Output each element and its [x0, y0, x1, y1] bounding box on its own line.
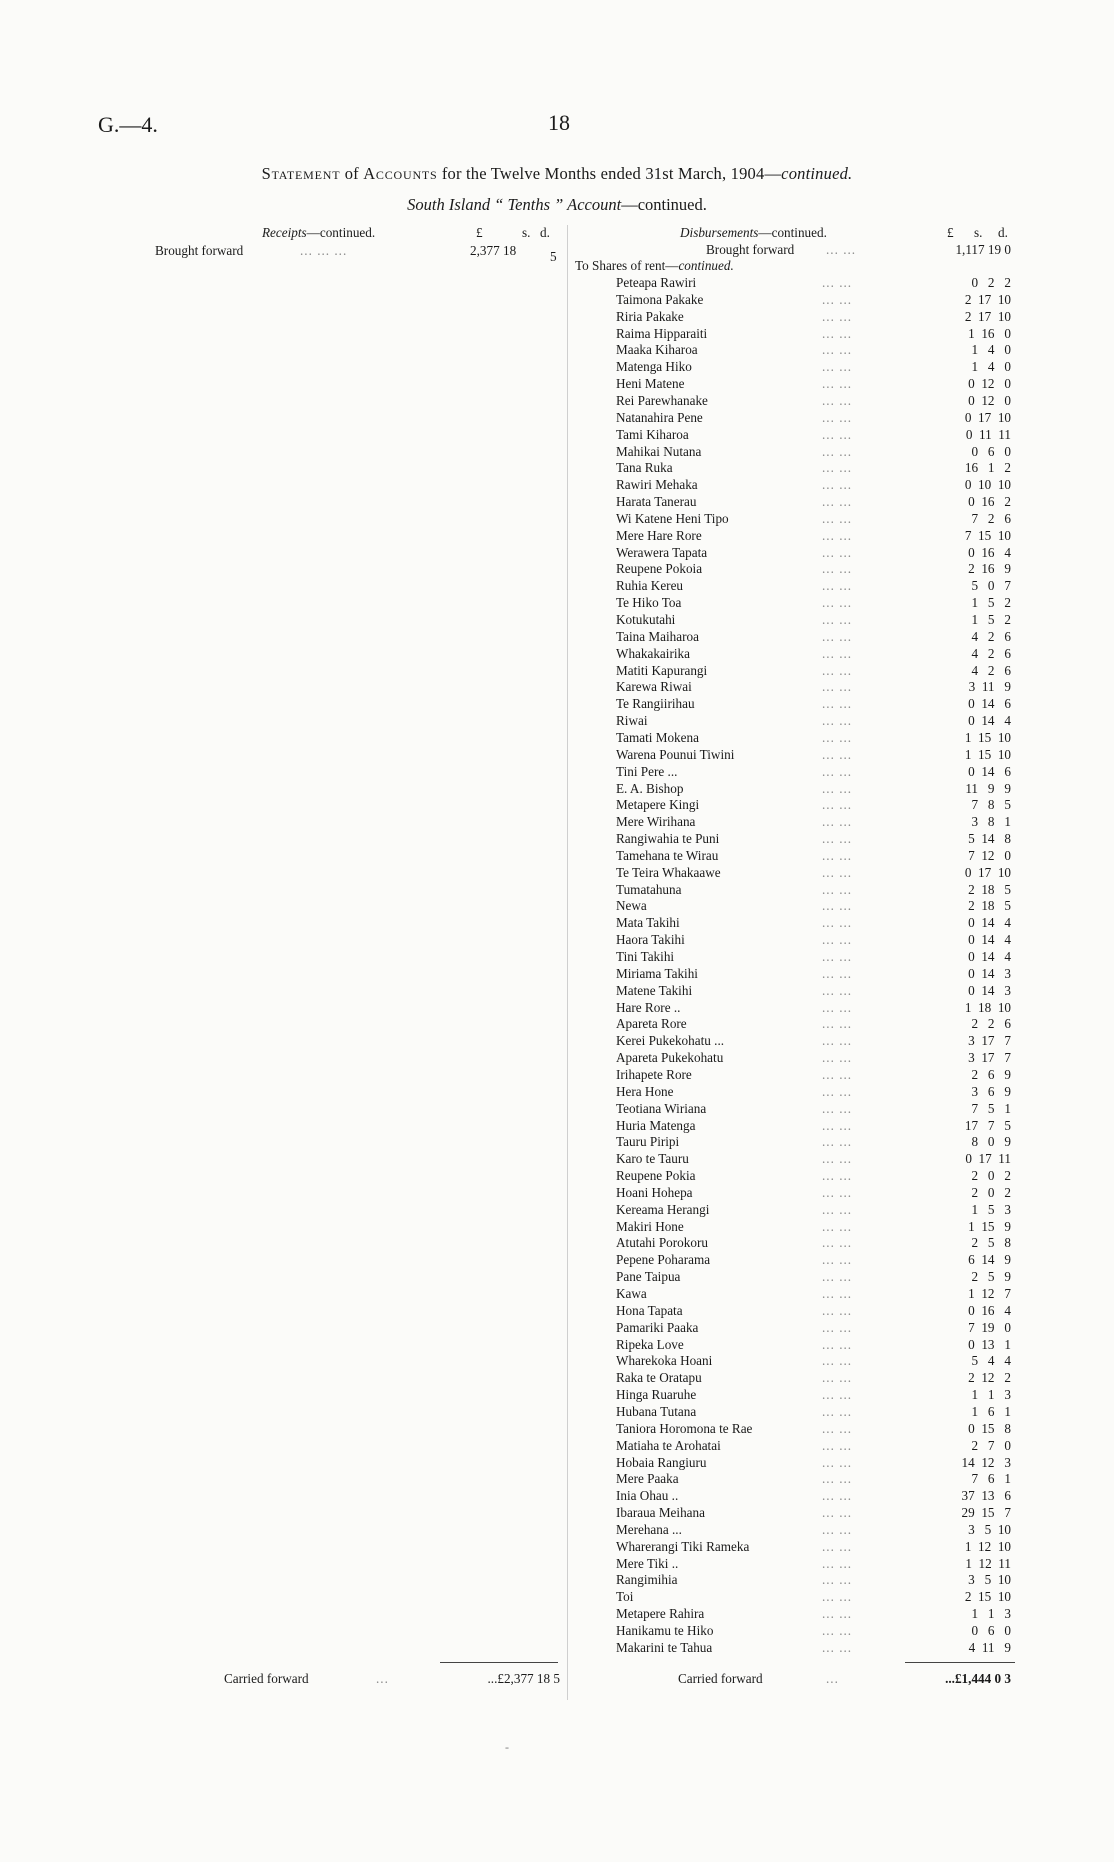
entry-amount: 7 12 0 [968, 848, 1011, 863]
title-word-accounts: Accounts [363, 164, 438, 183]
entry-name: Tana Ruka [616, 460, 673, 475]
entry-leader-dots: ... ... [822, 1421, 853, 1436]
entry-name: Riria Pakake [616, 309, 684, 324]
entry-amount: 7 6 1 [971, 1471, 1011, 1486]
entry-leader-dots: ... ... [822, 1353, 853, 1368]
entry-leader-dots: ... ... [822, 679, 853, 694]
receipts-brought-forward-label: Brought forward [155, 243, 244, 258]
entry-name: Taniora Horomona te Rae [616, 1421, 753, 1436]
entry-leader-dots: ... ... [822, 1606, 853, 1621]
entry-amount: 2 18 5 [968, 898, 1011, 913]
entry-name: Heni Matene [616, 376, 685, 391]
title-continued: continued. [781, 164, 853, 183]
entry-name: Pane Taipua [616, 1269, 681, 1284]
entry-amount: 1 12 11 [965, 1556, 1011, 1571]
entry-amount: 2 17 10 [964, 309, 1011, 324]
entry-amount: 2 7 0 [971, 1438, 1011, 1453]
entry-amount: 0 14 4 [968, 949, 1011, 964]
entry-leader-dots: ... ... [822, 882, 853, 897]
entry-leader-dots: ... ... [822, 898, 853, 913]
entry-amount: 1 16 0 [968, 326, 1011, 341]
entry-name: Hona Tapata [616, 1303, 683, 1318]
entry-amount: 3 6 9 [971, 1084, 1011, 1099]
entry-name: Inia Ohau .. [616, 1488, 679, 1503]
entry-amount: 1 12 7 [968, 1286, 1011, 1301]
entry-amount: 1 5 3 [971, 1202, 1011, 1217]
entry-name: Mere Paaka [616, 1471, 679, 1486]
entry-name: Hubana Tutana [616, 1404, 697, 1419]
entry-amount: 0 10 10 [964, 477, 1011, 492]
entry-amount: 1 5 2 [971, 612, 1011, 627]
entry-amount: 3 8 1 [971, 814, 1011, 829]
entry-name: Raka te Oratapu [616, 1370, 702, 1385]
entry-leader-dots: ... ... [822, 1050, 853, 1065]
entry-name: Kereama Herangi [616, 1202, 710, 1217]
entry-amount: 0 14 4 [968, 932, 1011, 947]
entry-name: Kerei Pukekohatu ... [616, 1033, 725, 1048]
entry-name: Pamariki Paaka [616, 1320, 699, 1335]
entry-amount: 0 2 2 [971, 275, 1011, 290]
title-rest: for the Twelve Months ended 31st March, 1904— [441, 164, 782, 183]
entry-leader-dots: ... ... [822, 915, 853, 930]
entry-leader-dots: ... ... [822, 545, 853, 560]
entry-leader-dots: ... ... [822, 309, 853, 324]
entry-amount: 4 2 6 [971, 629, 1011, 644]
entry-leader-dots: ... ... [822, 814, 853, 829]
entry-leader-dots: ... ... [822, 1303, 853, 1318]
entry-leader-dots: ... ... [822, 1438, 853, 1453]
entry-name: Whakakairika [616, 646, 690, 661]
entry-leader-dots: ... ... [822, 1033, 853, 1048]
decorative-tick-mark: - [505, 1740, 509, 1754]
entry-amount: 3 5 10 [968, 1572, 1011, 1587]
entry-leader-dots: ... ... [822, 1404, 853, 1419]
entry-leader-dots: ... ... [822, 1640, 853, 1655]
entry-amount: 6 14 9 [968, 1252, 1011, 1267]
entry-name: Tamehana te Wirau [616, 848, 719, 863]
disbursements-brought-forward-label: Brought forward [706, 242, 795, 257]
entry-amount: 1 15 10 [964, 747, 1011, 762]
entry-name: Makiri Hone [616, 1219, 684, 1234]
entry-leader-dots: ... ... [822, 865, 853, 880]
entry-leader-dots: ... ... [822, 983, 853, 998]
entry-name: Apareta Rore [616, 1016, 687, 1031]
entry-name: Peteapa Rawiri [616, 275, 697, 290]
entry-name: Kotukutahi [616, 612, 676, 627]
entry-amount: 0 15 8 [968, 1421, 1011, 1436]
entry-amount: 0 14 4 [968, 915, 1011, 930]
receipts-col-shillings: s. [522, 225, 531, 240]
entry-amount: 2 12 2 [968, 1370, 1011, 1385]
receipts-carried-forward-label: Carried forward [224, 1671, 309, 1686]
entry-name: Matene Takihi [616, 983, 693, 998]
entry-amount: 7 8 5 [971, 797, 1011, 812]
entry-leader-dots: ... ... [822, 1000, 853, 1015]
to-shares-continued: continued. [678, 258, 734, 273]
entry-name: Tumatahuna [616, 882, 682, 897]
entry-amount: 1 1 3 [971, 1606, 1011, 1621]
entry-leader-dots: ... ... [822, 797, 853, 812]
disbursements-brought-forward-leader: ... ... [826, 242, 857, 257]
entry-leader-dots: ... ... [822, 663, 853, 678]
entry-name: Reupene Pokia [616, 1168, 696, 1183]
entry-amount: 0 17 10 [964, 865, 1011, 880]
statement-title [0, 164, 1114, 184]
entry-name: Newa [616, 898, 647, 913]
entry-name: Rangimihia [616, 1572, 678, 1587]
entry-leader-dots: ... ... [822, 1337, 853, 1352]
entry-name: Maaka Kiharoa [616, 342, 698, 357]
receipts-col-pound: £ [476, 225, 483, 240]
disbursements-col-pound: £ [947, 225, 954, 240]
entry-leader-dots: ... ... [822, 1455, 853, 1470]
entry-leader-dots: ... ... [822, 1168, 853, 1183]
entry-leader-dots: ... ... [822, 612, 853, 627]
entry-amount: 3 17 7 [968, 1050, 1011, 1065]
entry-name: Reupene Pokoia [616, 561, 703, 576]
entry-amount: 1 4 0 [971, 342, 1011, 357]
entry-amount: 2 15 10 [964, 1589, 1011, 1604]
entry-name: Taina Maiharoa [616, 629, 699, 644]
entry-leader-dots: ... ... [822, 966, 853, 981]
entry-amount: 7 2 6 [971, 511, 1011, 526]
entry-name: Tini Pere ... [616, 764, 678, 779]
disbursements-col-pence: d. [998, 225, 1008, 240]
entry-leader-dots: ... ... [822, 1539, 853, 1554]
entry-amount: 0 6 0 [971, 444, 1011, 459]
entry-name: Metapere Rahira [616, 1606, 705, 1621]
entry-leader-dots: ... ... [822, 1235, 853, 1250]
entry-leader-dots: ... ... [822, 528, 853, 543]
entry-amount: 2 2 6 [971, 1016, 1011, 1031]
disbursements-heading-rest: —continued. [758, 225, 827, 240]
entry-amount: 0 16 2 [968, 494, 1011, 509]
page-number: 18 [548, 110, 570, 135]
entry-amount: 5 14 8 [968, 831, 1011, 846]
receipts-total-rule [440, 1662, 558, 1663]
entry-amount: 7 15 10 [964, 528, 1011, 543]
entry-leader-dots: ... ... [822, 561, 853, 576]
entry-name: Ruhia Kereu [616, 578, 684, 593]
entry-amount: 0 14 4 [968, 713, 1011, 728]
disbursements-heading [680, 225, 827, 241]
entry-name: Merehana ... [616, 1522, 682, 1537]
entry-amount: 2 17 10 [964, 292, 1011, 307]
entry-amount: 0 13 1 [968, 1337, 1011, 1352]
entry-leader-dots: ... ... [822, 1505, 853, 1520]
entry-amount: 0 11 11 [965, 427, 1011, 442]
entry-leader-dots: ... ... [822, 1522, 853, 1537]
entry-amount: 17 7 5 [964, 1118, 1011, 1133]
entry-name: Hobaia Rangiuru [616, 1455, 707, 1470]
entry-name: Mere Tiki .. [616, 1556, 679, 1571]
title-of: of [344, 164, 359, 183]
entry-name: Rangiwahia te Puni [616, 831, 720, 846]
entry-amount: 5 0 7 [971, 578, 1011, 593]
entry-amount: 2 6 9 [971, 1067, 1011, 1082]
entry-amount: 8 0 9 [971, 1134, 1011, 1149]
entry-amount: 7 19 0 [968, 1320, 1011, 1335]
entry-leader-dots: ... ... [822, 275, 853, 290]
entry-name: Kawa [616, 1286, 647, 1301]
entry-leader-dots: ... ... [822, 1488, 853, 1503]
receipts-heading-label: Receipts [262, 225, 307, 240]
entry-name: Rawiri Mehaka [616, 477, 698, 492]
entry-name: Ripeka Love [616, 1337, 684, 1352]
entry-name: Matiti Kapurangi [616, 663, 708, 678]
entry-name: Hanikamu te Hiko [616, 1623, 714, 1638]
entry-leader-dots: ... ... [822, 1252, 853, 1267]
entry-name: Huria Matenga [616, 1118, 696, 1133]
entry-amount: 4 2 6 [971, 663, 1011, 678]
entry-amount: 1 12 10 [964, 1539, 1011, 1554]
entry-name: Te Hiko Toa [616, 595, 682, 610]
entry-leader-dots: ... ... [822, 1067, 853, 1082]
receipts-carried-forward-amount: ...£2,377 18 5 [487, 1671, 560, 1686]
entry-name: Haora Takihi [616, 932, 685, 947]
entry-amount: 1 15 9 [968, 1219, 1011, 1234]
entry-amount: 5 4 4 [971, 1353, 1011, 1368]
entry-name: Pepene Poharama [616, 1252, 711, 1267]
entry-name: Natanahira Pene [616, 410, 703, 425]
entry-amount: 4 11 9 [968, 1640, 1011, 1655]
entry-leader-dots: ... ... [822, 511, 853, 526]
disbursements-heading-label: Disbursements [680, 225, 759, 240]
entry-leader-dots: ... ... [822, 460, 853, 475]
entry-leader-dots: ... ... [822, 1219, 853, 1234]
entry-leader-dots: ... ... [822, 1269, 853, 1284]
entry-name: Tauru Piripi [616, 1134, 680, 1149]
entry-amount: 4 2 6 [971, 646, 1011, 661]
entry-name: Makarini te Tahua [616, 1640, 713, 1655]
disbursements-brought-forward-amount: 1,117 19 0 [955, 242, 1011, 257]
disbursements-col-shillings: s. [974, 225, 983, 240]
receipts-heading [262, 225, 375, 241]
entry-name: Mere Wirihana [616, 814, 696, 829]
document-reference: G.—4. [98, 112, 158, 137]
entry-leader-dots: ... ... [822, 831, 853, 846]
entry-amount: 0 12 0 [968, 393, 1011, 408]
entry-amount: 0 14 3 [968, 983, 1011, 998]
entry-leader-dots: ... ... [822, 292, 853, 307]
entry-amount: 7 5 1 [971, 1101, 1011, 1116]
entry-leader-dots: ... ... [822, 1370, 853, 1385]
entry-leader-dots: ... ... [822, 359, 853, 374]
entry-amount: 0 16 4 [968, 1303, 1011, 1318]
entry-amount: 16 1 2 [964, 460, 1011, 475]
entry-leader-dots: ... ... [822, 1202, 853, 1217]
entry-amount: 0 17 10 [964, 410, 1011, 425]
receipts-brought-forward-pence: 5 [550, 249, 557, 264]
entry-amount: 14 12 3 [961, 1455, 1011, 1470]
entry-amount: 2 0 2 [971, 1185, 1011, 1200]
entry-name: Mata Takihi [616, 915, 680, 930]
entry-leader-dots: ... ... [822, 629, 853, 644]
entry-leader-dots: ... ... [822, 326, 853, 341]
subtitle-continued: —continued. [621, 195, 707, 214]
entry-amount: 1 1 3 [971, 1387, 1011, 1402]
entry-amount: 37 13 6 [961, 1488, 1011, 1503]
receipts-col-pence: d. [540, 225, 550, 240]
to-shares-of-rent [575, 258, 734, 274]
entry-amount: 0 14 6 [968, 696, 1011, 711]
entry-leader-dots: ... ... [822, 764, 853, 779]
entry-leader-dots: ... ... [822, 410, 853, 425]
entry-leader-dots: ... ... [822, 444, 853, 459]
disbursements-carried-forward-amount: ...£1,444 0 3 [945, 1671, 1011, 1686]
entry-leader-dots: ... ... [822, 1623, 853, 1638]
entry-name: Hoani Hohepa [616, 1185, 693, 1200]
entry-name: Taimona Pakake [616, 292, 704, 307]
receipts-carried-forward-leader: ... [376, 1671, 389, 1686]
receipts-brought-forward-amount: 2,377 18 [470, 243, 517, 258]
entry-leader-dots: ... ... [822, 1118, 853, 1133]
entry-name: Tami Kiharoa [616, 427, 689, 442]
entry-leader-dots: ... ... [822, 1185, 853, 1200]
entry-name: Miriama Takihi [616, 966, 698, 981]
entry-name: Wi Katene Heni Tipo [616, 511, 729, 526]
entry-leader-dots: ... ... [822, 713, 853, 728]
account-subtitle [0, 195, 1114, 215]
entry-leader-dots: ... ... [822, 1589, 853, 1604]
entry-leader-dots: ... ... [822, 1151, 853, 1166]
entry-name: Riwai [616, 713, 648, 728]
entry-amount: 29 15 7 [961, 1505, 1011, 1520]
entry-name: Teotiana Wiriana [616, 1101, 707, 1116]
entry-leader-dots: ... ... [822, 595, 853, 610]
entry-leader-dots: ... ... [822, 1134, 853, 1149]
entry-amount: 2 0 2 [971, 1168, 1011, 1183]
disbursements-carried-forward-leader: ... [826, 1671, 839, 1686]
entry-leader-dots: ... ... [822, 1101, 853, 1116]
entry-leader-dots: ... ... [822, 1471, 853, 1486]
disbursements-carried-forward-label: Carried forward [678, 1671, 763, 1686]
entry-leader-dots: ... ... [822, 696, 853, 711]
entry-name: Irihapete Rore [616, 1067, 692, 1082]
entry-amount: 0 16 4 [968, 545, 1011, 560]
entry-name: Matenga Hiko [616, 359, 692, 374]
entry-name: Metapere Kingi [616, 797, 700, 812]
entry-name: Hare Rore .. [616, 1000, 681, 1015]
entry-name: Atutahi Porokoru [616, 1235, 708, 1250]
entry-name: Karewa Riwai [616, 679, 692, 694]
entry-name: Hinga Ruaruhe [616, 1387, 697, 1402]
entry-leader-dots: ... ... [822, 781, 853, 796]
entry-leader-dots: ... ... [822, 747, 853, 762]
entry-name: Toi [616, 1589, 634, 1604]
entry-leader-dots: ... ... [822, 1320, 853, 1335]
entry-name: Raima Hipparaiti [616, 326, 708, 341]
entry-leader-dots: ... ... [822, 427, 853, 442]
entry-amount: 2 16 9 [968, 561, 1011, 576]
entry-amount: 1 6 1 [971, 1404, 1011, 1419]
entry-leader-dots: ... ... [822, 932, 853, 947]
entry-amount: 0 6 0 [971, 1623, 1011, 1638]
entry-name: Karo te Tauru [616, 1151, 689, 1166]
entry-leader-dots: ... ... [822, 1556, 853, 1571]
entry-name: Tini Takihi [616, 949, 675, 964]
entry-amount: 3 5 10 [968, 1522, 1011, 1537]
entry-leader-dots: ... ... [822, 1016, 853, 1031]
entry-amount: 0 17 11 [965, 1151, 1011, 1166]
entry-leader-dots: ... ... [822, 848, 853, 863]
entry-name: Warena Pounui Tiwini [616, 747, 735, 762]
entry-leader-dots: ... ... [822, 1387, 853, 1402]
entry-name: Te Rangiirihau [616, 696, 695, 711]
entry-leader-dots: ... ... [822, 376, 853, 391]
subtitle-account-name: South Island “ Tenths ” Account [407, 195, 622, 214]
to-shares-label: To Shares of rent— [575, 258, 679, 273]
entry-name: Matiaha te Arohatai [616, 1438, 721, 1453]
entry-name: Tamati Mokena [616, 730, 699, 745]
entry-leader-dots: ... ... [822, 730, 853, 745]
disbursements-total-rule [905, 1662, 1015, 1663]
entry-amount: 0 12 0 [968, 376, 1011, 391]
receipts-brought-forward-leader: ... ... ... [300, 243, 348, 258]
entry-amount: 3 11 9 [968, 679, 1011, 694]
entry-name: Hera Hone [616, 1084, 674, 1099]
receipts-heading-rest: —continued. [306, 225, 376, 240]
entry-leader-dots: ... ... [822, 342, 853, 357]
entry-amount: 0 14 6 [968, 764, 1011, 779]
entry-amount: 2 5 8 [971, 1235, 1011, 1250]
entry-name: Rei Parewhanake [616, 393, 708, 408]
entry-name: Te Teira Whakaawe [616, 865, 721, 880]
entry-name: Apareta Pukekohatu [616, 1050, 724, 1065]
entry-leader-dots: ... ... [822, 494, 853, 509]
entry-leader-dots: ... ... [822, 646, 853, 661]
entry-leader-dots: ... ... [822, 1286, 853, 1301]
entry-name: Wharekoka Hoani [616, 1353, 713, 1368]
column-divider [567, 225, 568, 1700]
entry-leader-dots: ... ... [822, 477, 853, 492]
entry-name: E. A. Bishop [616, 781, 684, 796]
entry-amount: 0 14 3 [968, 966, 1011, 981]
entry-name: Harata Tanerau [616, 494, 697, 509]
entry-name: Mahikai Nutana [616, 444, 702, 459]
entry-name: Ibaraua Meihana [616, 1505, 705, 1520]
entry-amount: 1 5 2 [971, 595, 1011, 610]
entry-amount: 1 15 10 [964, 730, 1011, 745]
entry-name: Wharerangi Tiki Rameka [616, 1539, 750, 1554]
entry-name: Werawera Tapata [616, 545, 708, 560]
entry-leader-dots: ... ... [822, 393, 853, 408]
entry-leader-dots: ... ... [822, 1084, 853, 1099]
entry-amount: 2 18 5 [968, 882, 1011, 897]
entry-amount: 1 4 0 [971, 359, 1011, 374]
entry-leader-dots: ... ... [822, 578, 853, 593]
entry-name: Mere Hare Rore [616, 528, 702, 543]
title-word-statement: Statement [261, 164, 341, 183]
entry-amount: 3 17 7 [968, 1033, 1011, 1048]
entry-amount: 2 5 9 [971, 1269, 1011, 1284]
entry-leader-dots: ... ... [822, 949, 853, 964]
entry-leader-dots: ... ... [822, 1572, 853, 1587]
entry-amount: 11 9 9 [965, 781, 1011, 796]
entry-amount: 1 18 10 [964, 1000, 1011, 1015]
